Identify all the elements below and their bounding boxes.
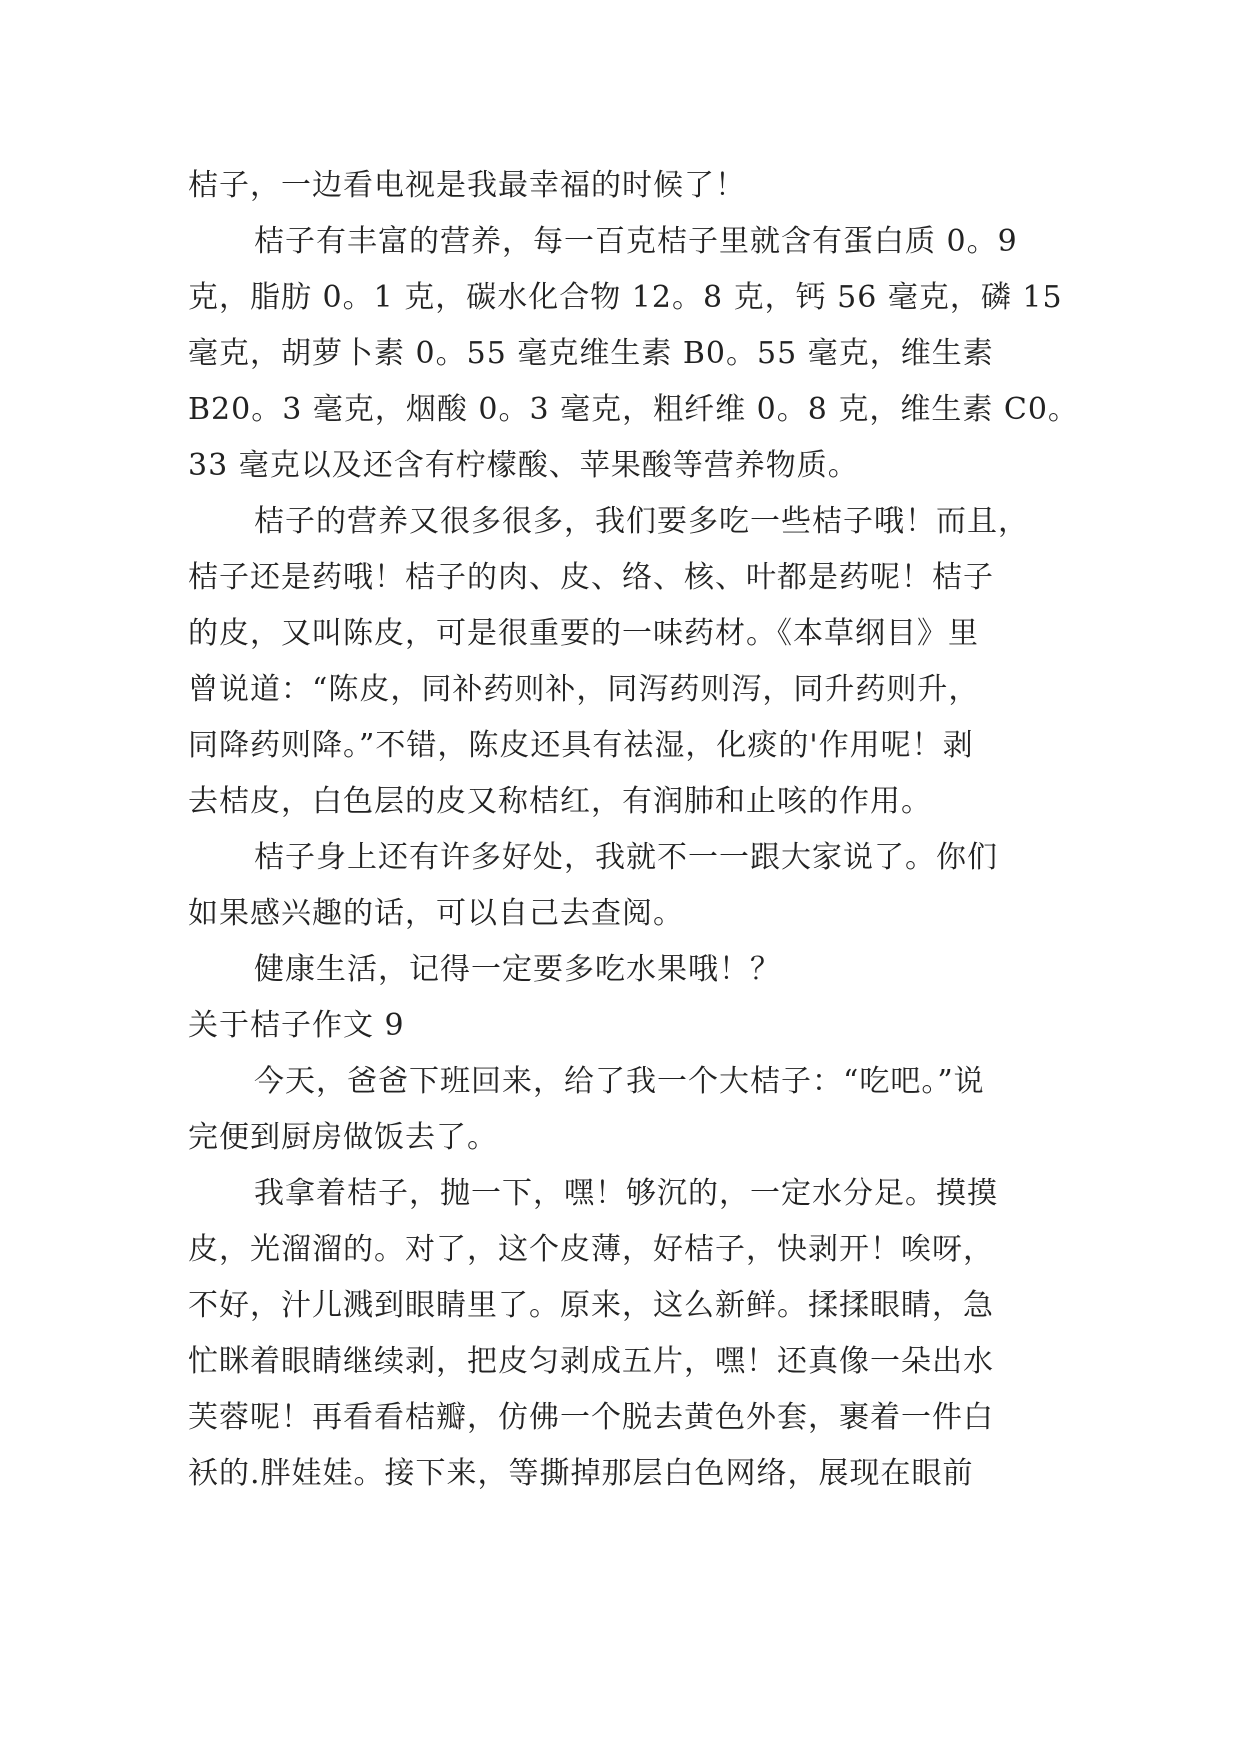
text-line: 曾说道：“陈皮，同补药则补，同泻药则泻，同升药则升， — [188, 672, 980, 707]
text-line: 的皮，又叫陈皮，可是很重要的一味药材。《本草纲目》里 — [188, 616, 979, 651]
paragraph-line: 桔子身上还有许多好处，我就不一一跟大家说了。你们 — [254, 840, 998, 875]
paragraph-line: 今天，爸爸下班回来，给了我一个大桔子：“吃吧。”说 — [254, 1064, 985, 1099]
text-line: 毫克，胡萝卜素 0。55 毫克维生素 B0。55 毫克，维生素 — [188, 336, 994, 371]
paragraph-line: 健康生活，记得一定要多吃水果哦！？ — [254, 952, 781, 987]
section-title: 关于桔子作文 9 — [188, 1008, 405, 1043]
text-line: 桔子，一边看电视是我最幸福的时候了！ — [188, 168, 746, 203]
paragraph-line: 桔子有丰富的营养，每一百克桔子里就含有蛋白质 0。9 — [254, 224, 1018, 259]
paragraph-line: 我拿着桔子，抛一下，嘿！够沉的，一定水分足。摸摸 — [254, 1176, 998, 1211]
text-line: 如果感兴趣的话，可以自己去查阅。 — [188, 896, 684, 931]
text-line: 33 毫克以及还含有柠檬酸、苹果酸等营养物质。 — [188, 448, 859, 483]
text-line: 忙眯着眼睛继续剥，把皮匀剥成五片，嘿！还真像一朵出水 — [188, 1344, 994, 1379]
text-line: 芙蓉呢！再看看桔瓣，仿佛一个脱去黄色外套，裹着一件白 — [188, 1400, 994, 1435]
text-line: 去桔皮，白色层的皮又称桔红，有润肺和止咳的作用。 — [188, 784, 932, 819]
text-line: 克，脂肪 0。1 克，碳水化合物 12。8 克，钙 56 毫克，磷 15 — [188, 280, 1063, 315]
text-line: 桔子还是药哦！桔子的肉、皮、络、核、叶都是药呢！桔子 — [188, 560, 994, 595]
text-line: 同降药则降。”不错，陈皮还具有祛湿，化痰的'作用呢！剥 — [188, 728, 974, 763]
text-line: 袄的.胖娃娃。接下来，等撕掉那层白色网络，展现在眼前 — [188, 1456, 974, 1491]
text-line: 不好，汁儿溅到眼睛里了。原来，这么新鲜。揉揉眼睛，急 — [188, 1288, 994, 1323]
text-line: B20。3 毫克，烟酸 0。3 毫克，粗纤维 0。8 克，维生素 C0。 — [188, 392, 1079, 427]
text-line: 完便到厨房做饭去了。 — [188, 1120, 498, 1155]
text-line: 皮，光溜溜的。对了，这个皮薄，好桔子，快剥开！唉呀， — [188, 1232, 994, 1267]
paragraph-line: 桔子的营养又很多很多，我们要多吃一些桔子哦！而且， — [254, 504, 1029, 539]
